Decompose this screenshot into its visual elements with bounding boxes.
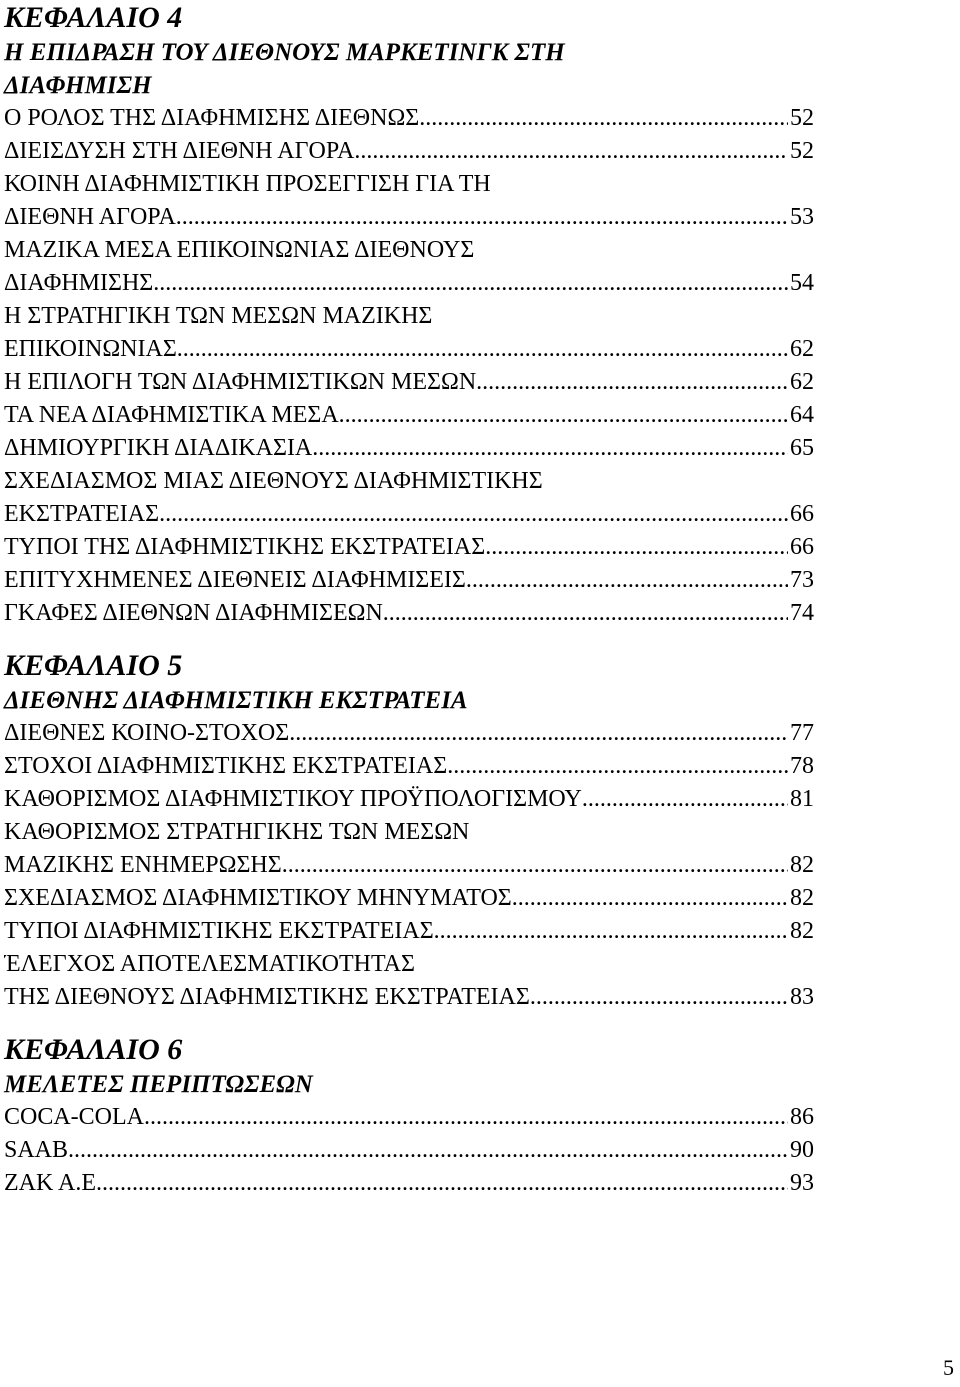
toc-entry-row	[4, 498, 814, 531]
toc-entry-text: ΤΥΠΟΙ ΤΗΣ ΔΙΑΦΗΜΙΣΤΙΚΗΣ ΕΚΣΤΡΑΤΕΙΑΣ	[4, 534, 486, 560]
table-of-contents	[4, 0, 814, 1200]
dot-leader	[354, 135, 788, 168]
toc-entry[interactable]	[4, 816, 814, 882]
chapter-spacer	[4, 1014, 814, 1032]
toc-page-number: 83	[790, 984, 814, 1010]
toc-entry[interactable]	[4, 1134, 814, 1167]
toc-entry[interactable]	[4, 564, 814, 597]
toc-entry[interactable]	[4, 135, 814, 168]
dot-leader	[512, 882, 788, 915]
toc-entry-row	[4, 750, 814, 783]
dot-leader	[466, 564, 788, 597]
toc-entry[interactable]	[4, 750, 814, 783]
chapter-section	[4, 1032, 814, 1200]
toc-entry[interactable]	[4, 465, 814, 531]
toc-entry-text: ΕΚΣΤΡΑΤΕΙΑΣ	[4, 501, 160, 527]
toc-entry[interactable]	[4, 366, 814, 399]
dot-leader	[289, 717, 788, 750]
toc-entry[interactable]	[4, 1167, 814, 1200]
dot-leader	[96, 1167, 788, 1200]
dot-leader	[582, 783, 788, 816]
chapter-title: Η ΕΠΙΔΡΑΣΗ ΤΟΥ ΔΙΕΘΝΟΥΣ ΜΑΡΚΕΤΙΝΓΚ ΣΤΗ	[4, 39, 565, 66]
toc-entry[interactable]	[4, 300, 814, 366]
chapter-title: ΔΙΕΘΝΗΣ ΔΙΑΦΗΜΙΣΤΙΚΗ ΕΚΣΤΡΑΤΕΙΑ	[4, 687, 468, 714]
dot-leader	[339, 399, 788, 432]
toc-entry[interactable]	[4, 597, 814, 630]
toc-entry-row	[4, 564, 814, 597]
toc-entry-row	[4, 432, 814, 465]
toc-entry-row	[4, 531, 814, 564]
toc-entry-text: ΚΟΙΝΗ ΔΙΑΦΗΜΙΣΤΙΚΗ ΠΡΟΣΕΓΓΙΣΗ ΓΙΑ ΤΗ	[4, 171, 491, 197]
toc-page-number: 65	[790, 435, 814, 461]
toc-page-number: 53	[790, 204, 814, 230]
toc-entry-text: ΚΑΘΟΡΙΣΜΟΣ ΔΙΑΦΗΜΙΣΤΙΚΟΥ ΠΡΟΫΠΟΛΟΓΙΣΜΟΥ	[4, 786, 582, 812]
toc-entry[interactable]	[4, 783, 814, 816]
toc-entry[interactable]	[4, 432, 814, 465]
toc-entry-text: ΔΗΜΙΟΥΡΓΙΚΗ ΔΙΑΔΙΚΑΣΙΑ	[4, 435, 313, 461]
dot-leader	[419, 102, 788, 135]
dot-leader	[153, 267, 788, 300]
toc-entry-row	[4, 882, 814, 915]
toc-entry-row	[4, 717, 814, 750]
toc-entry-text: ZAK A.E	[4, 1170, 96, 1196]
toc-entry[interactable]	[4, 102, 814, 135]
toc-page-number: 81	[790, 786, 814, 812]
toc-entry-text: ΔΙΑΦΗΜΙΣΗΣ	[4, 270, 154, 296]
dot-leader	[177, 333, 788, 366]
chapter-title: ΔΙΑΦΗΜΙΣΗ	[4, 72, 152, 99]
toc-page-number: 82	[790, 852, 814, 878]
dot-leader	[434, 915, 788, 948]
dot-leader	[312, 432, 788, 465]
chapter-section	[4, 648, 814, 1014]
toc-entry-row	[4, 1167, 814, 1200]
toc-page-number: 62	[790, 369, 814, 395]
toc-entry-row	[4, 1101, 814, 1134]
toc-page-number: 74	[790, 600, 814, 626]
toc-entry-row	[4, 849, 814, 882]
toc-entry-row	[4, 597, 814, 630]
toc-page-number: 86	[790, 1104, 814, 1130]
chapter-number: ΚΕΦΑΛΑΙΟ 5	[4, 649, 183, 682]
toc-page-number: 77	[790, 720, 814, 746]
toc-entry-text: ΜΑΖΙΚΑ ΜΕΣΑ ΕΠΙΚΟΙΝΩΝΙΑΣ ΔΙΕΘΝΟΥΣ	[4, 237, 475, 263]
toc-entry-row	[4, 267, 814, 300]
toc-entry-row	[4, 783, 814, 816]
dot-leader	[159, 498, 788, 531]
dot-leader	[144, 1101, 788, 1134]
toc-entry-text: ΣΤΟΧΟΙ ΔΙΑΦΗΜΙΣΤΙΚΗΣ ΕΚΣΤΡΑΤΕΙΑΣ	[4, 753, 448, 779]
chapter-number: ΚΕΦΑΛΑΙΟ 6	[4, 1033, 183, 1066]
toc-entry[interactable]	[4, 948, 814, 1014]
toc-page-number: 54	[790, 270, 814, 296]
toc-entry-text: ΕΠΙΚΟΙΝΩΝΙΑΣ	[4, 336, 177, 362]
dot-leader	[447, 750, 788, 783]
toc-entry-text: SAAB	[4, 1137, 69, 1163]
dot-leader	[68, 1134, 788, 1167]
toc-entry-text: ΔΙΕΘΝΕΣ ΚΟΙΝΟ-ΣΤΟΧΟΣ	[4, 720, 290, 746]
toc-entry-text: ΤΗΣ ΔΙΕΘΝΟΥΣ ΔΙΑΦΗΜΙΣΤΙΚΗΣ ΕΚΣΤΡΑΤΕΙΑΣ	[4, 984, 530, 1010]
toc-entry-text: ΚΑΘΟΡΙΣΜΟΣ ΣΤΡΑΤΗΓΙΚΗΣ ΤΩΝ ΜΕΣΩΝ	[4, 819, 470, 845]
dot-leader	[282, 849, 788, 882]
toc-entry-text: Η ΣΤΡΑΤΗΓΙΚΗ ΤΩΝ ΜΕΣΩΝ ΜΑΖΙΚΗΣ	[4, 303, 433, 329]
toc-entry-row	[4, 915, 814, 948]
toc-entry-text: ΣΧΕΔΙΑΣΜΟΣ ΔΙΑΦΗΜΙΣΤΙΚΟΥ ΜΗΝΥΜΑΤΟΣ	[4, 885, 512, 911]
toc-page-number: 62	[790, 336, 814, 362]
toc-entry-row	[4, 201, 814, 234]
toc-page-number: 52	[790, 105, 814, 131]
toc-entry-row	[4, 333, 814, 366]
toc-entry-row	[4, 102, 814, 135]
toc-page-number: 66	[790, 501, 814, 527]
toc-entry-row	[4, 399, 814, 432]
toc-entry[interactable]	[4, 1101, 814, 1134]
page-number: 5	[943, 1355, 954, 1380]
chapter-title: ΜΕΛΕΤΕΣ ΠΕΡΙΠΤΩΣΕΩΝ	[4, 1071, 313, 1098]
toc-page-number: 52	[790, 138, 814, 164]
toc-entry-text: ΕΠΙΤΥΧΗΜΕΝΕΣ ΔΙΕΘΝΕΙΣ ΔΙΑΦΗΜΙΣΕΙΣ	[4, 567, 466, 593]
toc-entry-text: Ο ΡΟΛΟΣ ΤΗΣ ΔΙΑΦΗΜΙΣΗΣ ΔΙΕΘΝΩΣ	[4, 105, 420, 131]
toc-page-number: 82	[790, 918, 814, 944]
toc-page-number: 73	[790, 567, 814, 593]
toc-entry-text: ΔΙΕΙΣΔΥΣΗ ΣΤΗ ΔΙΕΘΝΗ ΑΓΟΡΑ	[4, 138, 355, 164]
toc-entry-text: Η ΕΠΙΛΟΓΗ ΤΩΝ ΔΙΑΦΗΜΙΣΤΙΚΩΝ ΜΕΣΩΝ	[4, 369, 477, 395]
toc-entry-text: COCA-COLA	[4, 1104, 145, 1130]
dot-leader	[485, 531, 788, 564]
dot-leader	[530, 981, 788, 1014]
toc-entry-text: ΜΑΖΙΚΗΣ ΕΝΗΜΕΡΩΣΗΣ	[4, 852, 282, 878]
toc-entry-text: ΔΙΕΘΝΗ ΑΓΟΡΑ	[4, 204, 176, 230]
toc-page-number: 64	[790, 402, 814, 428]
toc-entry[interactable]	[4, 234, 814, 300]
toc-entry[interactable]	[4, 882, 814, 915]
toc-entry-text: ΈΛΕΓΧΟΣ ΑΠΟΤΕΛΕΣΜΑΤΙΚΟΤΗΤΑΣ	[4, 951, 415, 977]
toc-entry-text: ΤΥΠΟΙ ΔΙΑΦΗΜΙΣΤΙΚΗΣ ΕΚΣΤΡΑΤΕΙΑΣ	[4, 918, 434, 944]
toc-entry[interactable]	[4, 168, 814, 234]
chapter-spacer	[4, 630, 814, 648]
toc-page-number: 93	[790, 1170, 814, 1196]
chapter-section	[4, 0, 814, 630]
toc-entry[interactable]	[4, 399, 814, 432]
toc-entry-row	[4, 981, 814, 1014]
toc-entry-row	[4, 366, 814, 399]
toc-entry[interactable]	[4, 531, 814, 564]
toc-entry[interactable]	[4, 717, 814, 750]
toc-entry-text: ΓΚΑΦΕΣ ΔΙΕΘΝΩΝ ΔΙΑΦΗΜΙΣΕΩΝ	[4, 600, 383, 626]
toc-page-number: 82	[790, 885, 814, 911]
toc-page-number: 66	[790, 534, 814, 560]
dot-leader	[476, 366, 788, 399]
toc-entry-row	[4, 1134, 814, 1167]
toc-entry-text: ΤΑ ΝΕΑ ΔΙΑΦΗΜΙΣΤΙΚΑ ΜΕΣΑ	[4, 402, 339, 428]
toc-page-number: 78	[790, 753, 814, 779]
dot-leader	[383, 597, 788, 630]
toc-entry-row	[4, 135, 814, 168]
chapter-number: ΚΕΦΑΛΑΙΟ 4	[4, 1, 183, 34]
toc-entry-text: ΣΧΕΔΙΑΣΜΟΣ ΜΙΑΣ ΔΙΕΘΝΟΥΣ ΔΙΑΦΗΜΙΣΤΙΚΗΣ	[4, 468, 543, 494]
dot-leader	[176, 201, 788, 234]
toc-page-number: 90	[790, 1137, 814, 1163]
toc-entry[interactable]	[4, 915, 814, 948]
